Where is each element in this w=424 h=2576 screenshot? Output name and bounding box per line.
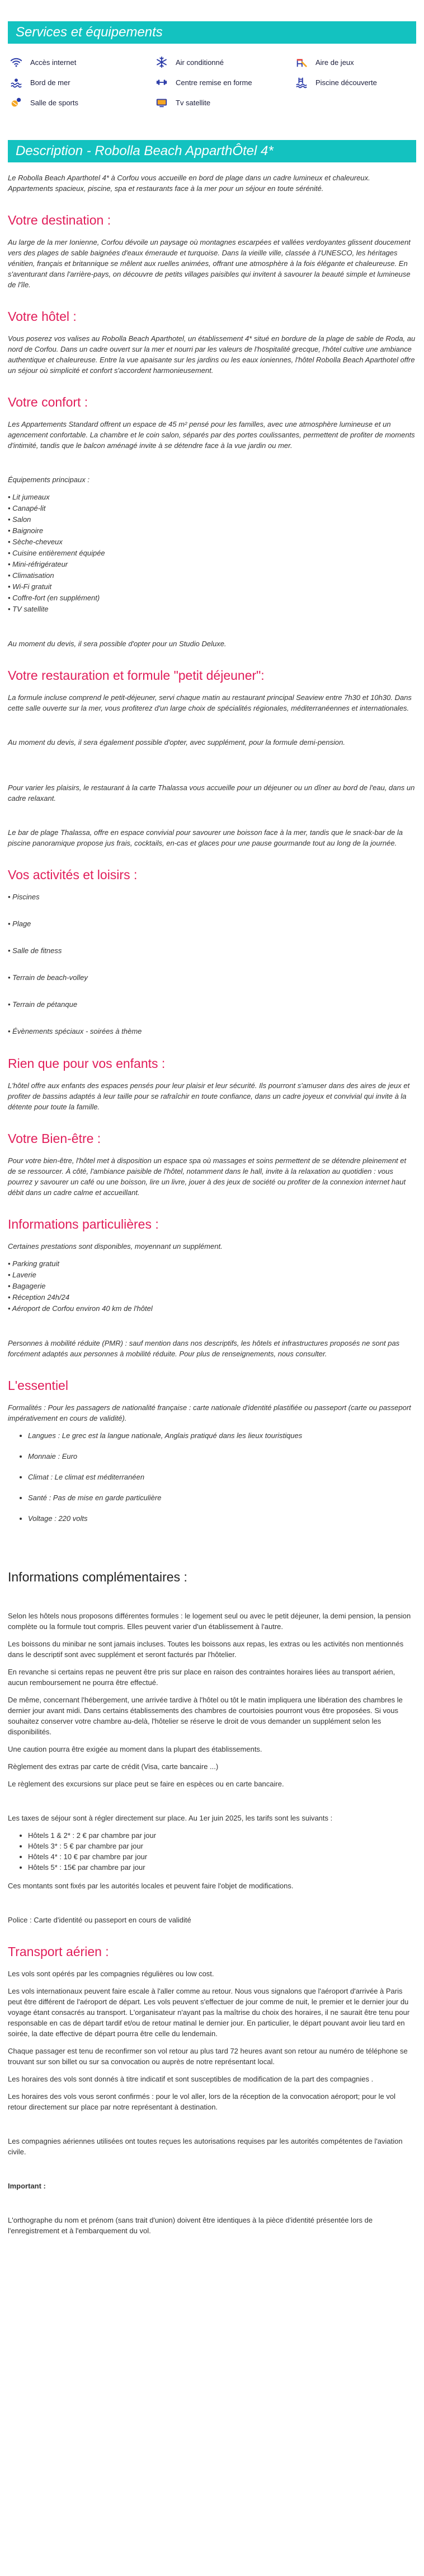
transport-text-4: Les horaires des vols sont donnés à titre indicatif et sont susceptibles de modification de la part des compagnies . xyxy=(8,2075,374,2083)
transport-text-6: Les compagnies aériennes utilisées ont toutes reçues les autorisations requises par les autorités compétentes de l'aviation civile. xyxy=(8,2137,403,2156)
particulieres-intro: Certaines prestations sont disponibles, moyennant un supplément. xyxy=(8,1242,223,1250)
amenity-label: Salle de sports xyxy=(30,98,78,107)
tv-icon xyxy=(156,96,168,109)
list-item: • Monnaie : Euro xyxy=(28,1451,416,1462)
important-heading: Important : xyxy=(8,2182,46,2190)
equipments-list xyxy=(8,492,416,615)
amenity-item xyxy=(295,56,418,68)
list-item: • Climatisation xyxy=(8,571,54,580)
important-text: L'orthographe du nom et prénom (sans trait d'union) doivent être identiques à la pièce d'identité présentée lors de l'enregistrement et à l'embarquement du vol. xyxy=(8,2216,373,2235)
repas-text: En revanche si certains repas ne peuvent être pris sur place en raison des contraintes horaires liées au transport aérien, aucun remboursement ne pourra être effectué. xyxy=(8,1668,395,1687)
services-banner xyxy=(8,21,416,44)
formules-text: Selon les hôtels nous proposons différentes formules : le logement seul ou avec le petit déjeuner, la demi pension, la pension complète ou la formule tout compris. Elles peuvent varier d'un établissement à l'autre. xyxy=(8,1612,411,1631)
complementaires-heading: Informations complémentaires : xyxy=(8,1570,187,1584)
description-banner xyxy=(8,140,416,162)
amenity-label: Air conditionné xyxy=(176,58,224,67)
taxes-intro: Les taxes de séjour sont à régler directement sur place. Au 1er juin 2025, les tarifs sont les suivants : xyxy=(8,1814,333,1822)
confort-heading: Votre confort : xyxy=(8,395,88,409)
services-title: Services et équipements xyxy=(16,25,163,40)
amenity-label: Centre remise en forme xyxy=(176,78,252,87)
transport-text-3: Chaque passager est tenu de reconfirmer son vol retour au plus tard 72 heures avant son retour au numéro de téléphone se trouvant sur son billet ou sur sa convocation ou auprès de notre représentant local. xyxy=(8,2047,408,2066)
amenity-item xyxy=(10,56,156,68)
taxes-list xyxy=(28,1830,416,1873)
amenity-label: Aire de jeux xyxy=(315,58,354,67)
destination-heading: Votre destination : xyxy=(8,213,111,227)
restauration-text: La formule incluse comprend le petit-déjeuner, servi chaque matin au restaurant principal Seaview entre 7h30 et 10h30. Dans cette salle ouverte sur la mer, vous profiterez d'un large choix de spécialités régionales, méditerranéennes et internationales. xyxy=(8,693,412,712)
caution-text: Une caution pourra être exigée au moment dans la plupart des établissements. xyxy=(8,1745,262,1753)
enfants-heading: Rien que pour vos enfants : xyxy=(8,1056,166,1071)
transport-text-2: Les vols internationaux peuvent faire escale à l'aller comme au retour. Nous vous signalons que l'aéroport d'arrivée à Paris peut être différent de l'aéroport de départ. Les vols peuvent s'effectuer de jour comme de nuit, le premier et le dernier jour du voyage étant consacrés au transport. L'organisateur n'ayant pas la maîtrise du choix des horaires, il ne saurait être tenu pour responsable en cas de départ tardif et/ou de retour matinal le dernier jour. En particulier, le départ pouvant avoir lieu tard en soirée, la date effective de départ pourra être celle du lendemain. xyxy=(8,1987,410,2038)
list-item: • Climat : Le climat est méditerranéen xyxy=(28,1472,416,1482)
pmr-text: Personnes à mobilité réduite (PMR) : sauf mention dans nos descriptifs, les hôtels et infrastructures proposés ne sont pas forcément adaptés aux personnes à mobilité réduite. Pour plus de renseignements, nous consulter. xyxy=(8,1339,400,1358)
hotel-heading: Votre hôtel : xyxy=(8,309,77,324)
amenity-label: Piscine découverte xyxy=(315,78,377,87)
formalites-text: Formalités : Pour les passagers de nationalité française : carte nationale d'identité plastifiée ou passeport (carte ou passeport impérativement en cours de validité). xyxy=(8,1403,411,1422)
particulieres-list xyxy=(8,1258,416,1314)
destination-text: Au large de la mer Ionienne, Corfou dévoile un paysage où montagnes escarpées et vallées verdoyantes glissent doucement vers des plages de sable baignées d'eaux émeraude et turquoise. Dans la vieille ville, classée à l'UNESCO, les héritages vénitien, français et britannique se mêlent aux ruelles animées, offrant une atmosphère à la fois élégante et chaleureuse. En s'aventurant dans l'arrière-pays, on découvre de petits villages paisibles qui invitent à savourer la beauté simple et lumineuse de l'île. xyxy=(8,238,411,289)
activites-heading: Vos activités et loisirs : xyxy=(8,867,138,882)
amenity-label: Bord de mer xyxy=(30,78,70,87)
activites-list xyxy=(8,892,416,1037)
list-item: • Réception 24h/24 xyxy=(8,1293,70,1301)
list-item: • Santé : Pas de mise en garde particulière xyxy=(28,1492,416,1503)
amenity-item xyxy=(156,76,295,88)
list-item: • Terrain de beach-volley xyxy=(8,973,88,982)
list-item: • Hôtels 4* : 10 € par chambre par jour xyxy=(28,1851,416,1862)
list-item: • Salon xyxy=(8,515,31,524)
list-item: • Terrain de pétanque xyxy=(8,1000,78,1009)
list-item: • Hôtels 3* : 5 € par chambre par jour xyxy=(28,1841,416,1851)
hebergement-text: De même, concernant l'hébergement, une arrivée tardive à l'hôtel ou tôt le matin impliquera une libération des chambres le dernier jour avant midi. Dans certains établissements des chambres de courtoisies pourront vous être proposées. Si vous souhaitez conserver votre chambre au-delà, l'hôtelier se réserve le droit de vous demander un supplément selon les disponibilités. xyxy=(8,1696,403,1736)
list-item: • Hôtels 5* : 15€ par chambre par jour xyxy=(28,1862,416,1873)
taxes-note: Ces montants sont fixés par les autorités locales et peuvent faire l'objet de modifications. xyxy=(8,1882,294,1890)
waves-icon xyxy=(10,76,22,88)
transport-text-1: Les vols sont opérés par les compagnies régulières ou low cost. xyxy=(8,1970,214,1978)
bien-etre-text: Pour votre bien-être, l'hôtel met à disposition un espace spa où massages et soins permettent de se détendre pleinement et de se ressourcer. À côté, l'ambiance paisible de l'hôtel, notamment dans le hall, invite à la relaxation au quotidien : vous pourrez y savourer un café ou une boisson, lire un livre, jouer à des jeux de société ou profiter de la connexion internet haut débit dans un cadre calme et accueillant. xyxy=(8,1156,407,1197)
equipments-heading: Équipements principaux : xyxy=(8,475,89,484)
hotel-text: Vous poserez vos valises au Robolla Beach Aparthotel, un établissement 4* situé en bordure de la plage de sable de Roda, au nord de Corfou. Dans un cadre ouvert sur la mer et nourri par les valeurs de l'hospitalité grecque, l'hôtel cultive une ambiance authentique et chaleureuse. Entre la vue apaisante sur les jardins ou les eaux ioniennes, l'hôtel Robolla Beach Aparthotel offre un séjour où simplicité et confort s'accordent harmonieusement. xyxy=(8,334,416,375)
list-item: • Plage xyxy=(8,920,31,928)
list-item: • Hôtels 1 & 2* : 2 € par chambre par jour xyxy=(28,1830,416,1841)
amenity-item xyxy=(10,76,156,88)
particulieres-heading: Informations particulières : xyxy=(8,1217,159,1231)
amenity-item xyxy=(10,96,156,109)
snowflake-icon xyxy=(156,56,168,68)
list-item: • Évènements spéciaux - soirées à thème xyxy=(8,1027,142,1035)
demi-pension-text: Au moment du devis, il sera également possible d'opter, avec supplément, pour la formule demi-pension. xyxy=(8,738,345,746)
list-item: • Piscines xyxy=(8,893,40,901)
confort-text: Les Appartements Standard offrent un espace de 45 m² pensé pour les familles, avec une atmosphère lumineuse et un agencement confortable. La chambre et le coin salon, séparés par des portes coulissantes, permettent de profiter de moments d'intimité, tandis que le balcon aménagé invite à se détendre face à la vue jardin ou mer. xyxy=(8,420,415,450)
list-item: • Canapé-lit xyxy=(8,504,46,512)
amenities-grid xyxy=(8,44,416,112)
wifi-icon xyxy=(10,56,22,68)
deluxe-text: Au moment du devis, il sera possible d'opter pour un Studio Deluxe. xyxy=(8,640,227,648)
intro-text: Le Robolla Beach Aparthotel 4* à Corfou vous accueille en bord de plage dans un cadre lumineux et chaleureux. Appartements spacieux, piscine, spa et restaurants face à la mer pour un séjour en toute sérénité. xyxy=(8,174,370,193)
amenity-item xyxy=(156,56,295,68)
list-item: • Wi-Fi gratuit xyxy=(8,582,52,591)
restauration-heading: Votre restauration et formule "petit déjeuner": xyxy=(8,668,265,683)
list-item: • Lit jumeaux xyxy=(8,493,50,501)
minibar-text: Les boissons du minibar ne sont jamais incluses. Toutes les boissons aux repas, les extras ou les activités non mentionnés dans le descriptif sont avec supplément et seront facturés par l'hôtelier. xyxy=(8,1640,404,1659)
transport-heading: Transport aérien : xyxy=(8,1944,109,1959)
transport-text-5: Les horaires des vols vous seront confirmés : pour le vol aller, lors de la réception de la convocation aéroport; pour le vol retour directement sur place par notre représentant à destination. xyxy=(8,2092,395,2111)
essentiel-heading: L'essentiel xyxy=(8,1378,68,1393)
snack-bar-text: Le bar de plage Thalassa, offre en espace convivial pour savourer une boisson face à la mer, tandis que le snack-bar de la piscine panoramique propose jus frais, cocktails, en-cas et glaces pour une pause gourmande tout au long de la journée. xyxy=(8,828,403,847)
dumbbell-icon xyxy=(156,76,168,88)
amenity-label: Tv satellite xyxy=(176,98,211,107)
enfants-text: L'hôtel offre aux enfants des espaces pensés pour leur plaisir et leur sécurité. Ils pourront s'amuser dans des aires de jeux et profiter de bassins adaptés à leur taille pour se rafraîchir en toute confiance, dans un cadre joyeux et convivial qui invite à la détente pour toute la famille. xyxy=(8,1081,410,1111)
list-item: • Langues : Le grec est la langue nationale, Anglais pratiqué dans les lieux touristiques xyxy=(28,1430,416,1441)
thalassa-text: Pour varier les plaisirs, le restaurant à la carte Thalassa vous accueille pour un déjeuner ou un dîner au bord de l'eau, dans un cadre relaxant. xyxy=(8,783,415,802)
extras-text: Règlement des extras par carte de crédit (Visa, carte bancaire ...) xyxy=(8,1762,219,1771)
page xyxy=(0,21,424,2236)
list-item: • Bagagerie xyxy=(8,1282,46,1290)
amenity-item xyxy=(156,96,295,109)
police-text: Police : Carte d'identité ou passeport en cours de validité xyxy=(8,1916,191,1924)
list-item: • Mini-réfrigérateur xyxy=(8,560,68,568)
pool-icon xyxy=(295,76,308,88)
list-item: • Sèche-cheveux xyxy=(8,538,63,546)
list-item: • Laverie xyxy=(8,1271,36,1279)
description-title: Description - Robolla Beach ApparthÔtel 4* xyxy=(16,143,274,158)
amenity-item xyxy=(295,76,418,88)
list-item: • Baignoire xyxy=(8,526,44,535)
list-item: • Salle de fitness xyxy=(8,946,62,955)
list-item: • TV satellite xyxy=(8,605,49,613)
essentiel-list xyxy=(28,1430,416,1524)
amenity-label: Accès internet xyxy=(30,58,77,67)
list-item: • Coffre-fort (en supplément) xyxy=(8,594,100,602)
excursions-text: Le règlement des excursions sur place peut se faire en espèces ou en carte bancaire. xyxy=(8,1780,284,1788)
bien-etre-heading: Votre Bien-être : xyxy=(8,1131,101,1146)
list-item: • Voltage : 220 volts xyxy=(28,1513,416,1524)
list-item: • Parking gratuit xyxy=(8,1259,59,1268)
sport-icon xyxy=(10,96,22,109)
list-item: • Cuisine entièrement équipée xyxy=(8,549,105,557)
playground-icon xyxy=(295,56,308,68)
list-item: • Aéroport de Corfou environ 40 km de l'hôtel xyxy=(8,1304,153,1313)
